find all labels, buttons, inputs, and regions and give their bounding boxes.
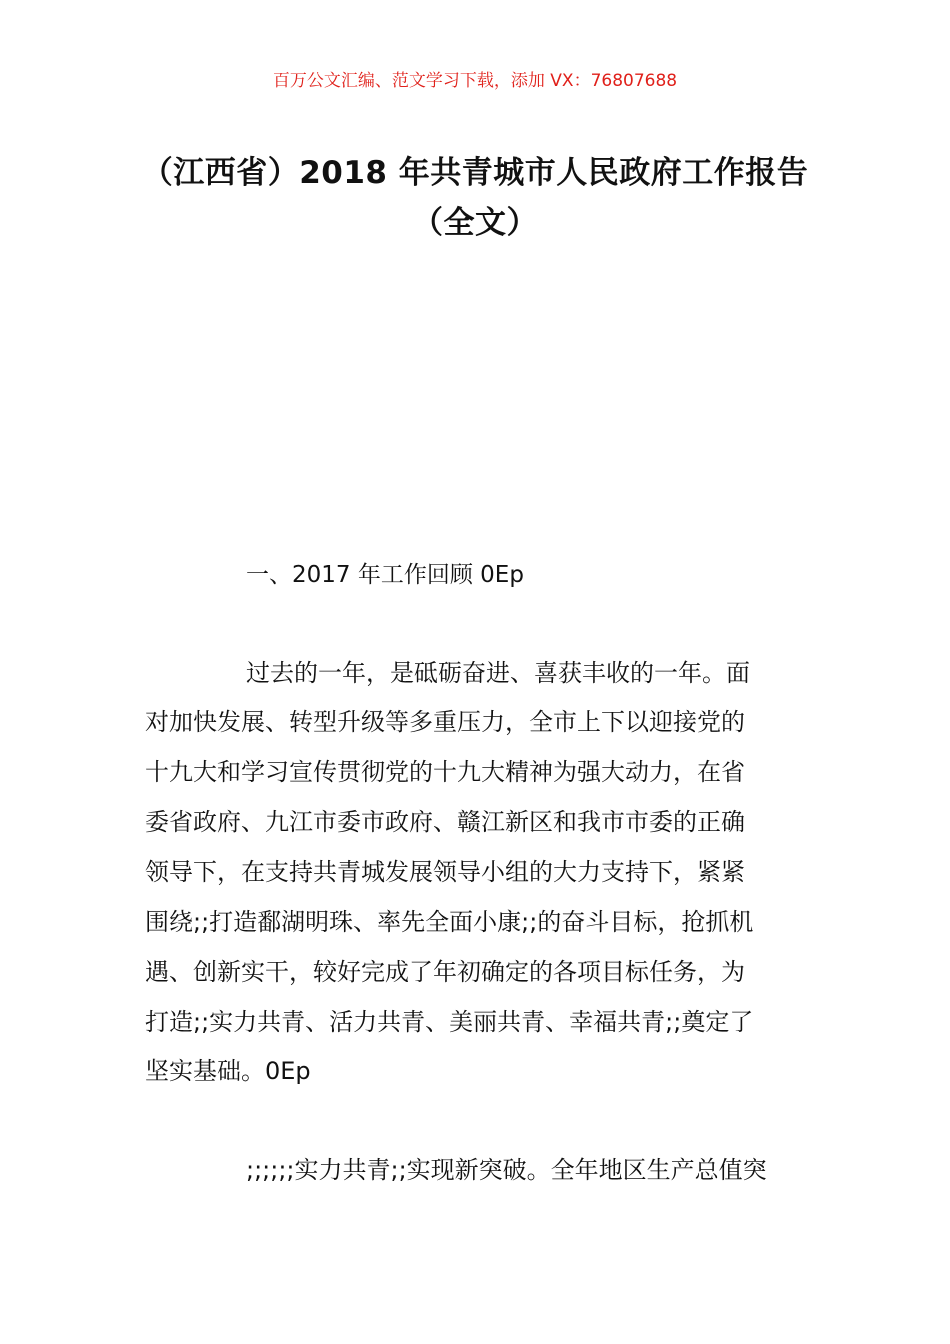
document-title: （江西省）2018 年共青城市人民政府工作报告（全文） <box>141 155 809 241</box>
section-heading: 一、2017 年工作回顾 0Ep <box>246 562 524 588</box>
paragraph-line: 对加快发展、转型升级等多重压力，全市上下以迎接党的 <box>145 708 745 736</box>
paragraph-line: 坚实基础。0Ep <box>145 1057 311 1085</box>
paragraph-line: 委省政府、九江市委市政府、赣江新区和我市市委的正确 <box>145 808 745 836</box>
paragraph-line: 过去的一年，是砥砺奋进、喜获丰收的一年。面 <box>246 659 750 687</box>
paragraph-line: 打造;;实力共青、活力共青、美丽共青、幸福共青;;奠定了 <box>145 1008 754 1036</box>
paragraph-line: 遇、创新实干，较好完成了年初确定的各项目标任务，为 <box>145 958 745 986</box>
promo-header: 百万公文汇编、范文学习下载，添加 VX：76807688 <box>272 71 678 91</box>
paragraph-line: 围绕;;打造鄱湖明珠、率先全面小康;;的奋斗目标，抢抓机 <box>145 908 754 936</box>
paragraph-line: 领导下，在支持共青城发展领导小组的大力支持下，紧紧 <box>145 858 745 886</box>
paragraph-line: ;;;;;;实力共青;;实现新突破。全年地区生产总值突 <box>246 1156 767 1184</box>
paragraph-line: 十九大和学习宣传贯彻党的十九大精神为强大动力，在省 <box>145 758 745 786</box>
